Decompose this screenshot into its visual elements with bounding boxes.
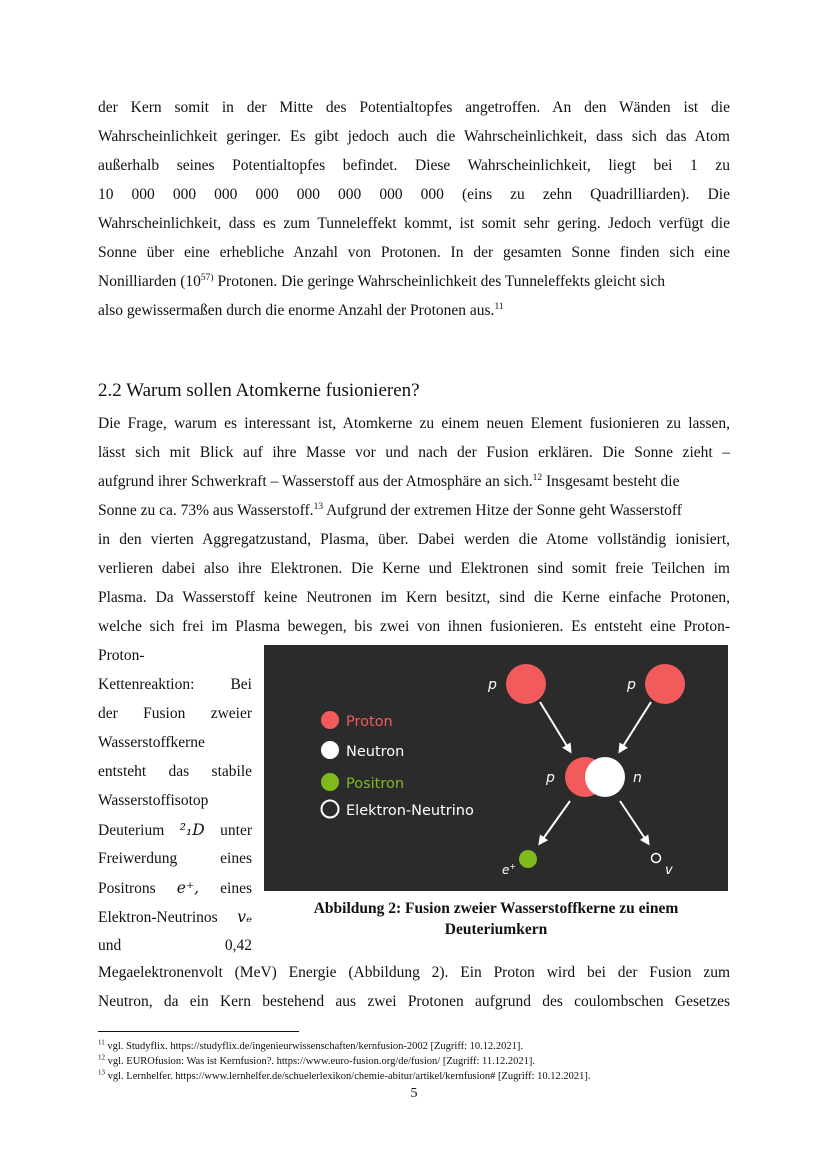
word: 0,42	[224, 937, 252, 954]
footnote-13	[98, 1070, 590, 1084]
word: eines	[220, 850, 252, 867]
deuterium-neutron	[585, 757, 625, 797]
side-text-line: Wasserstoffkerne	[98, 734, 205, 751]
footnote-number: 12	[98, 1053, 105, 1062]
word: das	[168, 763, 190, 780]
fusion-diagram	[264, 645, 728, 891]
positron-label	[502, 862, 516, 877]
body-text-line: verlieren dabei also ihre Elektronen. Die Kerne und Elektronen sind somit freie Teilchen im	[98, 560, 730, 577]
word: Fusion	[143, 705, 186, 722]
caption-line: Abbildung 2: Fusion zweier Wasserstoffkerne zu einem	[313, 900, 679, 917]
side-text-line	[98, 936, 252, 956]
body-text-line: außerhalb seines Potentialtopfes befindet. Diese Wahrscheinlichkeit, liegt bei 1 zu	[98, 157, 730, 174]
footnote-number: 13	[98, 1068, 105, 1077]
math-deuterium: ²₁D	[179, 821, 205, 839]
fusion-figure	[264, 645, 728, 891]
body-text-line: Wahrscheinlichkeit geringer. Es gibt jedoch auch die Wahrscheinlichkeit, dass sich das Atom	[98, 128, 730, 145]
word: Positrons	[98, 880, 156, 897]
footnote-ref-12[interactable]: 12	[532, 472, 543, 483]
footnote-text: vgl. Studyflix. https://studyflix.de/ingenieurwissenschaften/kernfusion-2002 [Zugriff: 10.12.2021].	[104, 1041, 524, 1052]
body-text-line: Die Frage, warum es interessant ist, Atomkerne zu einem neuen Element fusionieren zu lassen,	[98, 415, 730, 432]
legend-neutrino-label: Elektron-Neutrino	[346, 803, 474, 819]
word: zweier	[210, 705, 253, 722]
word: der	[98, 705, 118, 722]
positron-label-e: e	[502, 863, 510, 877]
word: und	[98, 937, 122, 954]
footnote-ref-13[interactable]: 13	[313, 501, 324, 512]
proton-right	[645, 664, 685, 704]
math-neutrino: vₑ	[237, 908, 252, 926]
body-text-line: Wahrscheinlichkeit, dass es zum Tunneleffekt kommt, ist somit sehr gering. Jedoch verfügt die	[98, 215, 730, 232]
legend-neutrino-dot	[322, 801, 339, 818]
body-text-line	[98, 472, 730, 492]
body-text-line: der Kern somit in der Mitte des Potentialtopfes angetroffen. An den Wänden ist die	[98, 99, 730, 116]
side-text-line	[98, 704, 252, 724]
legend-proton-dot	[321, 711, 339, 729]
footnote-text: vgl. Lernhelfer. https://www.lernhelfer.de/schuelerlexikon/chemie-abitur/artikel/kernfusion# [Zugriff: 10.12.2021].	[105, 1071, 591, 1082]
word: Bei	[230, 676, 252, 693]
math-positron: e⁺,	[176, 879, 200, 897]
side-text-line	[98, 849, 252, 869]
footnote-text: vgl. EUROfusion: Was ist Kernfusion?. https://www.euro-fusion.org/de/fusion/ [Zugriff: 11.12.2021].	[105, 1056, 536, 1067]
footnote-12	[98, 1055, 535, 1069]
body-text-line: Plasma. Da Wasserstoff keine Neutronen im Kern besitzt, sind die Kerne einfache Protonen,	[98, 589, 730, 606]
body-text-line: welche sich frei im Plasma bewegen, bis zwei von ihnen fusionieren. Es entsteht eine Proton-	[98, 618, 730, 635]
superscript: 57)	[200, 272, 214, 283]
word: Freiwerdung	[98, 850, 178, 867]
deuterium-proton-label: p	[546, 770, 555, 786]
legend-neutron-label: Neutron	[346, 744, 405, 760]
deuterium-neutron-label: n	[633, 770, 642, 786]
body-text-line	[98, 301, 730, 321]
body-text-line: Megaelektronenvolt (MeV) Energie (Abbildung 2). Ein Proton wird bei der Fusion zum	[98, 964, 730, 981]
word: unter	[220, 822, 253, 839]
side-text-line	[98, 907, 252, 928]
figure-caption	[264, 898, 728, 940]
text-segment: aufgrund ihrer Schwerkraft – Wasserstoff aus der Atmosphäre an sich.	[98, 473, 533, 490]
neutrino-label: v	[665, 863, 673, 878]
word: entsteht	[98, 763, 147, 780]
body-text-line	[98, 501, 730, 521]
body-text-line: lässt sich mit Blick auf ihre Masse vor und nach der Fusion erklären. Die Sonne zieht –	[98, 444, 730, 461]
text-segment: Nonilliarden (10	[98, 273, 201, 290]
arrow-out-left	[540, 801, 570, 843]
footnote-ref-11[interactable]: 11	[494, 301, 504, 312]
legend-proton-label: Proton	[346, 714, 393, 730]
side-text-line	[98, 675, 252, 695]
body-text-line: 10 000 000 000 000 000 000 000 000 (eins zu zehn Quadrilliarden). Die	[98, 186, 730, 203]
page-number: 5	[410, 1086, 418, 1101]
word: stabile	[211, 763, 253, 780]
body-text-line: in den vierten Aggregatzustand, Plasma, über. Dabei werden die Atome vollständig ionisiert,	[98, 531, 730, 548]
positron-particle	[519, 850, 537, 868]
footnote-number: 11	[98, 1038, 105, 1047]
arrow-in-right	[620, 702, 651, 751]
word: eines	[220, 880, 253, 897]
proton-left-label: p	[488, 677, 497, 693]
caption-line: Deuteriumkern	[444, 921, 548, 938]
footnote-divider	[98, 1031, 299, 1032]
word: Kettenreaktion:	[98, 676, 195, 693]
side-text-line: Wasserstoffisotop	[98, 792, 209, 809]
side-text-line	[98, 878, 252, 899]
side-text-line: Proton-	[98, 647, 145, 664]
side-text-line	[98, 762, 252, 782]
text-segment: also gewissermaßen durch die enorme Anzahl der Protonen aus.	[98, 302, 495, 319]
body-text-line: Neutron, da ein Kern bestehend aus zwei Protonen aufgrund des coulombschen Gesetzes	[98, 993, 730, 1010]
text-segment: Aufgrund der extremen Hitze der Sonne geht Wasserstoff	[323, 502, 682, 519]
legend-positron-label: Positron	[346, 776, 405, 792]
side-text-line	[98, 820, 252, 841]
body-text-line: Sonne über eine erhebliche Anzahl von Protonen. In der gesamten Sonne finden sich eine	[98, 244, 730, 261]
neutrino-particle	[652, 854, 661, 863]
word: Elektron-Neutrinos	[98, 909, 218, 926]
legend-neutron-dot	[321, 741, 339, 759]
arrow-out-right	[620, 801, 648, 843]
proton-left	[506, 664, 546, 704]
body-text-line	[98, 272, 730, 292]
text-segment: Protonen. Die geringe Wahrscheinlichkeit des Tunneleffekts gleicht sich	[213, 273, 666, 290]
arrow-in-left	[540, 702, 570, 751]
word: Deuterium	[98, 822, 165, 839]
positron-label-sup: +	[509, 862, 517, 871]
section-heading: 2.2 Warum sollen Atomkerne fusionieren?	[98, 380, 420, 401]
proton-right-label: p	[627, 677, 636, 693]
text-segment: Insgesamt besteht die	[542, 473, 680, 490]
footnote-11	[98, 1040, 523, 1054]
text-segment: Sonne zu ca. 73% aus Wasserstoff.	[98, 502, 314, 519]
legend-positron-dot	[321, 773, 339, 791]
